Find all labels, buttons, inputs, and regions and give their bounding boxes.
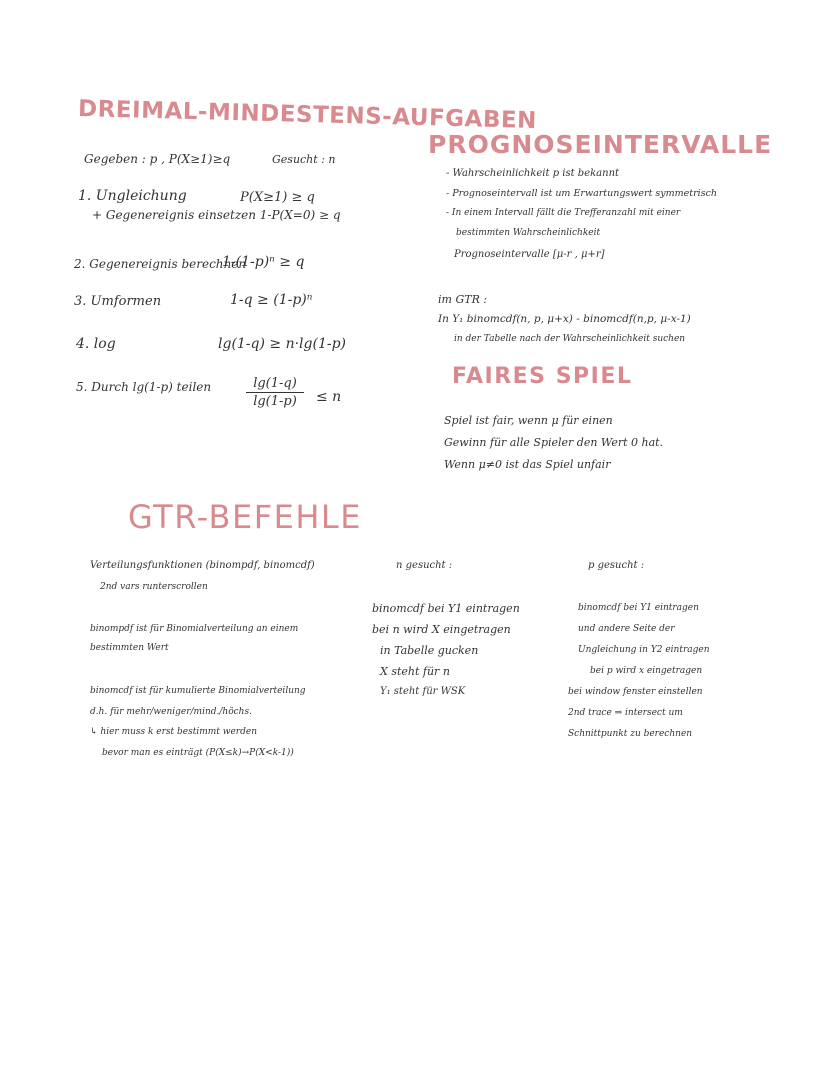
- col3-heading: p gesucht :: [588, 560, 645, 571]
- given-line: Gegeben : p , P(X≥1)≥q: [84, 152, 231, 166]
- col3-line-3: Ungleichung in Y2 eintragen: [578, 645, 710, 655]
- step2-label: 2. Gegenereignis berechnen: [74, 257, 247, 271]
- faires-line-2: Gewinn für alle Spieler den Wert 0 hat.: [444, 436, 664, 449]
- col1-cdf-line2: d.h. für mehr/weniger/mind./höchs.: [90, 707, 252, 717]
- title-gtr-befehle: GTR-BEFEHLE: [128, 498, 362, 536]
- wanted-line: Gesucht : n: [272, 153, 336, 166]
- prognose-bullet-4: bestimmten Wahrscheinlichkeit: [456, 228, 601, 238]
- step4-label: 4. log: [76, 336, 116, 352]
- col1-sub: 2nd vars runterscrollen: [100, 582, 208, 592]
- gtr-line2: in der Tabelle nach der Wahrscheinlichkeit suchen: [454, 334, 686, 344]
- col1-heading: Verteilungsfunktionen (binompdf, binomcdf): [90, 560, 315, 571]
- col2-line-2: bei n wird X eingetragen: [372, 623, 511, 636]
- col3-line-5: bei window fenster einstellen: [568, 687, 703, 697]
- col3-line-6: 2nd trace ⇒ intersect um: [568, 708, 683, 718]
- gtr-label: im GTR :: [438, 293, 488, 306]
- fraction-bar: [246, 392, 304, 393]
- col1-cdf-line1: binomcdf ist für kumulierte Binomialverteilung: [90, 686, 306, 696]
- step3-label: 3. Umformen: [74, 294, 162, 309]
- step1-formula: P(X≥1) ≥ q: [240, 190, 315, 205]
- prognose-bullet-2: - Prognoseintervall ist um Erwartungswert symmetrisch: [446, 188, 718, 199]
- title-prognoseintervalle: PROGNOSEINTERVALLE: [428, 130, 773, 159]
- prognose-interval: Prognoseintervalle [μ-r , μ+r]: [454, 249, 605, 260]
- step4-formula: lg(1-q) ≥ n·lg(1-p): [218, 336, 347, 352]
- step5-fraction: [246, 376, 304, 409]
- step1-label: 1. Ungleichung: [78, 188, 187, 204]
- col3-line-4: bei p wird x eingetragen: [590, 666, 703, 676]
- col1-pdf-line1: binompdf ist für Binomialverteilung an einem: [90, 624, 299, 634]
- title-faires-spiel: FAIRES SPIEL: [452, 364, 633, 389]
- step5-label: 5. Durch lg(1-p) teilen: [76, 380, 212, 394]
- step1-sub: + Gegenereignis einsetzen 1-P(X=0) ≥ q: [92, 208, 341, 222]
- gtr-line1: In Y₁ binomcdf(n, p, μ+x) - binomcdf(n,p, μ-x-1): [438, 313, 691, 325]
- col1-cdf-line4: bevor man es einträgt (P(X≤k)→P(X<k-1)): [102, 748, 294, 758]
- col3-line-7: Schnittpunkt zu berechnen: [568, 729, 693, 739]
- col3-line-2: und andere Seite der: [578, 624, 675, 634]
- col2-line-1: binomcdf bei Y1 eintragen: [372, 602, 520, 615]
- step5-denominator: lg(1-p): [253, 394, 297, 409]
- col1-cdf-line3: ↳ hier muss k erst bestimmt werden: [90, 727, 257, 737]
- step3-formula: 1-q ≥ (1-p)ⁿ: [230, 292, 313, 308]
- faires-line-3: Wenn μ≠0 ist das Spiel unfair: [444, 458, 611, 471]
- col2-line-3: in Tabelle gucken: [380, 644, 479, 657]
- col1-pdf-line2: bestimmten Wert: [90, 643, 169, 653]
- col2-line-4: X steht für n: [380, 665, 450, 678]
- prognose-bullet-3: - In einem Intervall fällt die Trefferanzahl mit einer: [446, 208, 681, 218]
- col2-line-5: Y₁ steht für WSK: [380, 686, 466, 697]
- step2-formula: 1-(1-p)ⁿ ≥ q: [222, 254, 305, 270]
- col3-line-1: binomcdf bei Y1 eintragen: [578, 603, 699, 613]
- step5-numerator: lg(1-q): [253, 376, 297, 391]
- prognose-bullet-1: - Wahrscheinlichkeit p ist bekannt: [446, 168, 620, 179]
- col2-heading: n gesucht :: [396, 560, 453, 571]
- step5-relation: ≤ n: [316, 389, 342, 405]
- faires-line-1: Spiel ist fair, wenn μ für einen: [444, 414, 613, 427]
- title-dreimal-mindestens: DREIMAL-MINDESTENS-AUFGABEN: [77, 95, 538, 135]
